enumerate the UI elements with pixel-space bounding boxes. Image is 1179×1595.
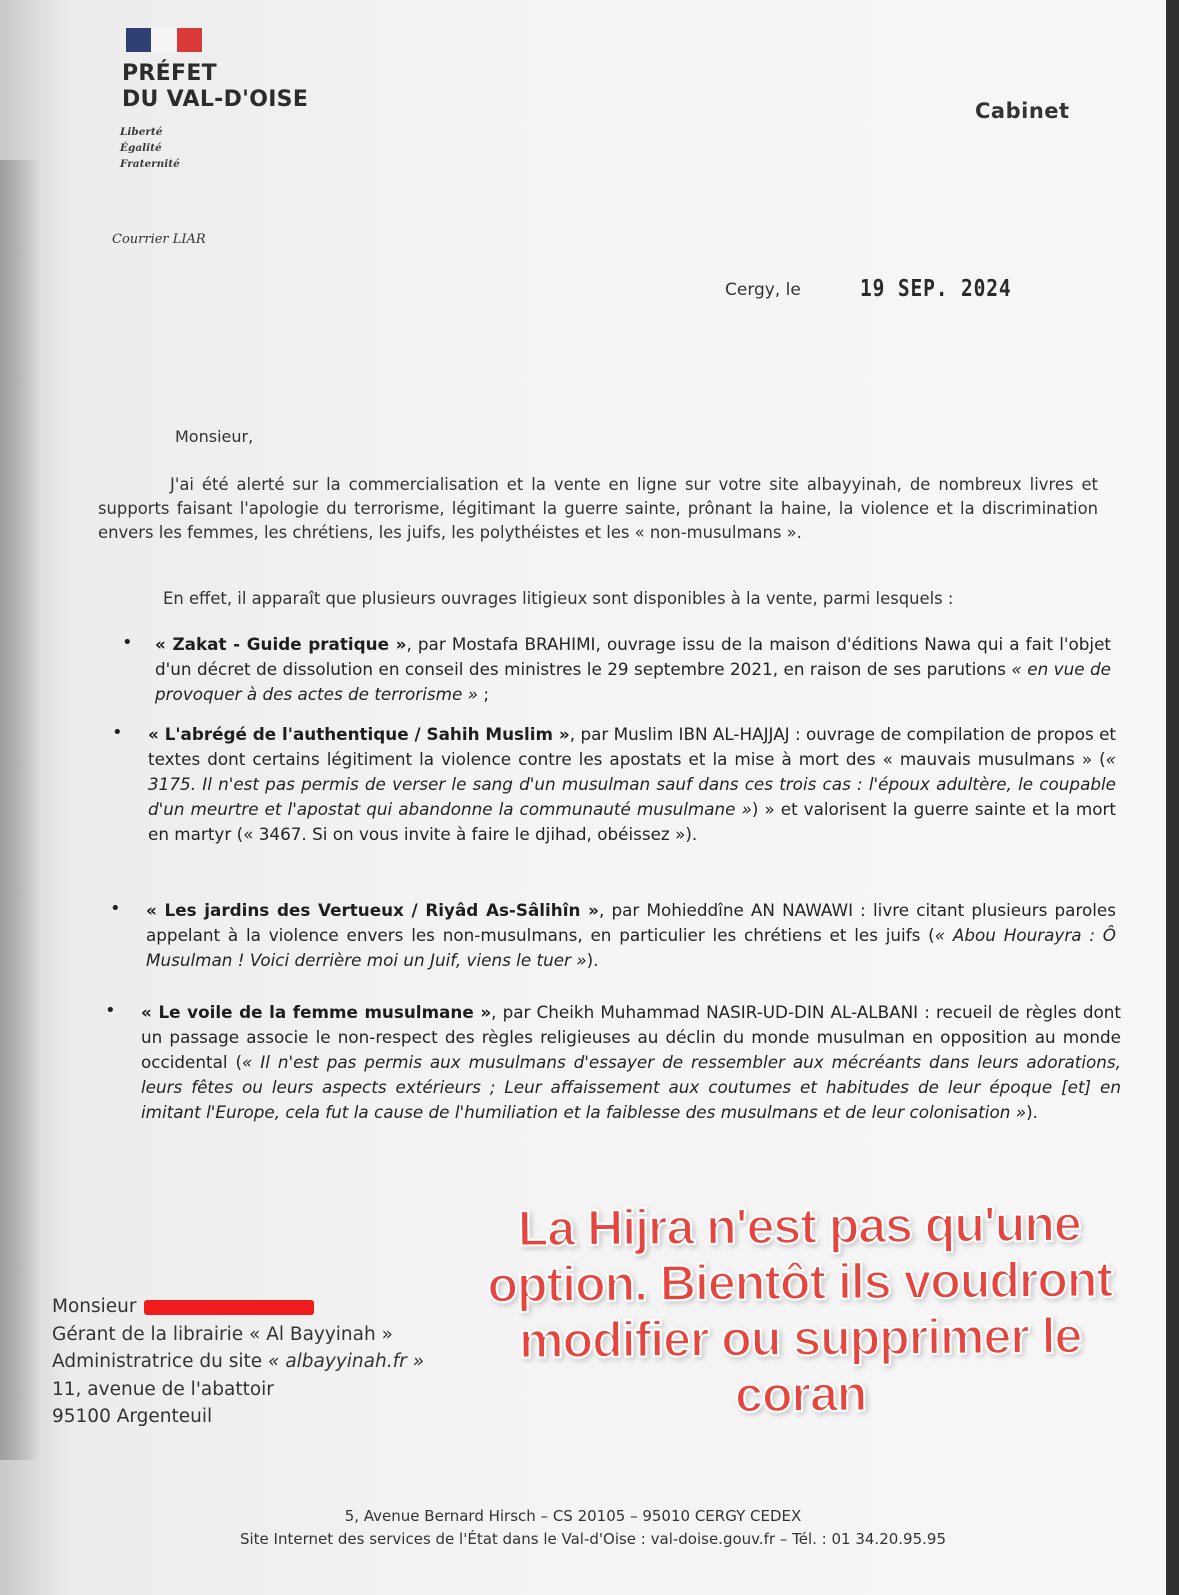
dateline-place: Cergy, le bbox=[725, 280, 801, 300]
book-title: « Le voile de la femme musulmane » bbox=[141, 1002, 492, 1022]
item-after: ). bbox=[1026, 1102, 1038, 1122]
background-edge bbox=[1166, 0, 1179, 1595]
list-item bbox=[141, 1000, 1121, 1125]
department-label: Cabinet bbox=[975, 99, 1070, 123]
item-text: , par Cheikh Muhammad NASIR-UD-DIN AL-ALBANI : recueil de règles dont un passage associe le non-respect des règles religieuses au déclin du monde musulman en opposition au monde occidental ( bbox=[141, 1002, 1121, 1072]
overlay-line: coran bbox=[734, 1365, 867, 1423]
recipient-address bbox=[52, 1293, 424, 1431]
overlay-line: option. Bientôt ils voudront bbox=[487, 1251, 1113, 1313]
motto-egalite: Égalité bbox=[120, 142, 162, 154]
item-text: , par Mohieddîne AN NAWAWI : livre citant plusieurs paroles appelant à la violence envers les non-musulmans, en particulier les chrétiens et les juifs ( bbox=[146, 900, 1116, 945]
recipient-role1: Gérant de la librairie « Al Bayyinah » bbox=[52, 1323, 393, 1345]
footer-website: Site Internet des services de l'État dans le Val-d'Oise : val-doise.gouv.fr – Tél. : 01 34.20.95.95 bbox=[239, 1530, 946, 1548]
recipient-site: « albayyinah.fr » bbox=[268, 1351, 424, 1372]
page-shadow bbox=[0, 160, 40, 1460]
paragraph-intro: J'ai été alerté sur la commercialisation et la vente en ligne sur votre site albayyinah, de nombreux livres et supports faisant l'apologie du terrorisme, légitimant la guerre sainte, prônant la haine, la violence et la discrimination envers les femmes, les chrétiens, les juifs, les polythéistes et les « non-musulmans ». bbox=[98, 475, 1098, 542]
republic-motto bbox=[120, 124, 180, 172]
authority-line2: DU VAL-D'OISE bbox=[122, 87, 309, 112]
recipient-title: Monsieur bbox=[52, 1296, 137, 1317]
footer-address: 5, Avenue Bernard Hirsch – CS 20105 – 95010 CERGY CEDEX bbox=[344, 1507, 802, 1525]
book-title: « Les jardins des Vertueux / Riyâd As-Sâlihîn » bbox=[146, 900, 599, 920]
motto-liberte: Liberté bbox=[120, 126, 163, 138]
item-after: ). bbox=[586, 950, 599, 970]
authority-block bbox=[122, 61, 308, 113]
bullet-icon: • bbox=[110, 898, 121, 919]
authority-line1: PRÉFET bbox=[122, 61, 217, 86]
item-quote: « Il n'est pas permis aux musulmans d'essayer de ressembler aux mécréants dans leurs adorations, leurs fêtes ou leurs aspects extérieurs ; Leur affaissement aux coutumes et habitudes de leur époque [et] en imitant l'Europe, cela fut la cause de l'humiliation et la faiblesse des musulmans et de leur colonisation » bbox=[141, 1052, 1122, 1122]
item-after: ; bbox=[477, 684, 489, 704]
salutation: Monsieur, bbox=[175, 427, 254, 446]
recipient-role2: Administratrice du site bbox=[52, 1351, 269, 1372]
item-quote: « Abou Hourayra : Ô Musulman ! Voici derrière moi un Juif, viens le tuer » bbox=[146, 925, 1116, 970]
list-item bbox=[148, 722, 1116, 847]
redaction-bar bbox=[144, 1300, 314, 1315]
bullet-icon: • bbox=[122, 632, 133, 653]
date-stamp: 19 SEP. 2024 bbox=[860, 276, 1012, 302]
item-quote: « 3175. Il n'est pas permis de verser le sang d'un musulman sauf dans ces trois cas : l'époux adultère, le coupable d'un meurtre et l'apostat qui abandonne la communauté musulmane » bbox=[148, 749, 1116, 819]
recipient-city: 95100 Argenteuil bbox=[52, 1406, 213, 1427]
book-title: « Zakat - Guide pratique » bbox=[155, 634, 407, 654]
list-item bbox=[146, 898, 1116, 973]
item-text: , par Mostafa BRAHIMI, ouvrage issu de la maison d'éditions Nawa qui a fait l'objet d'un décret de dissolution en conseil des ministres le 29 septembre 2021, en raison de ses parutions bbox=[155, 634, 1111, 679]
item-quote: « en vue de provoquer à des actes de terrorisme » bbox=[155, 659, 1111, 704]
book-title: « L'abrégé de l'authentique / Sahih Muslim » bbox=[148, 724, 570, 744]
recipient-street: 11, avenue de l'abattoir bbox=[52, 1378, 274, 1400]
overlay-line: La Hijra n'est pas qu'une bbox=[517, 1195, 1081, 1257]
paragraph-list-intro: En effet, il apparaît que plusieurs ouvrages litigieux sont disponibles à la vente, parmi lesquels : bbox=[163, 589, 954, 608]
list-item bbox=[155, 632, 1111, 707]
overlay-line: modifier ou supprimer le bbox=[518, 1307, 1082, 1369]
item-text: , par Muslim IBN AL-HAJJAJ : ouvrage de compilation de propos et textes dont certains légitiment la violence contre les apostats et la mise à mort des « mauvais musulmans » ( bbox=[148, 724, 1116, 769]
marianne-flag-logo bbox=[126, 28, 202, 52]
motto-fraternite: Fraternité bbox=[120, 158, 180, 170]
item-after: ) » et valorisent la guerre sainte et la mort en martyr (« 3467. Si on vous invite à faire le djihad, obéissez »). bbox=[148, 799, 1116, 844]
bullet-icon: • bbox=[112, 722, 123, 743]
caption-overlay bbox=[439, 1195, 1161, 1425]
bullet-icon: • bbox=[105, 1000, 116, 1021]
courier-reference: Courrier LIAR bbox=[112, 232, 206, 247]
